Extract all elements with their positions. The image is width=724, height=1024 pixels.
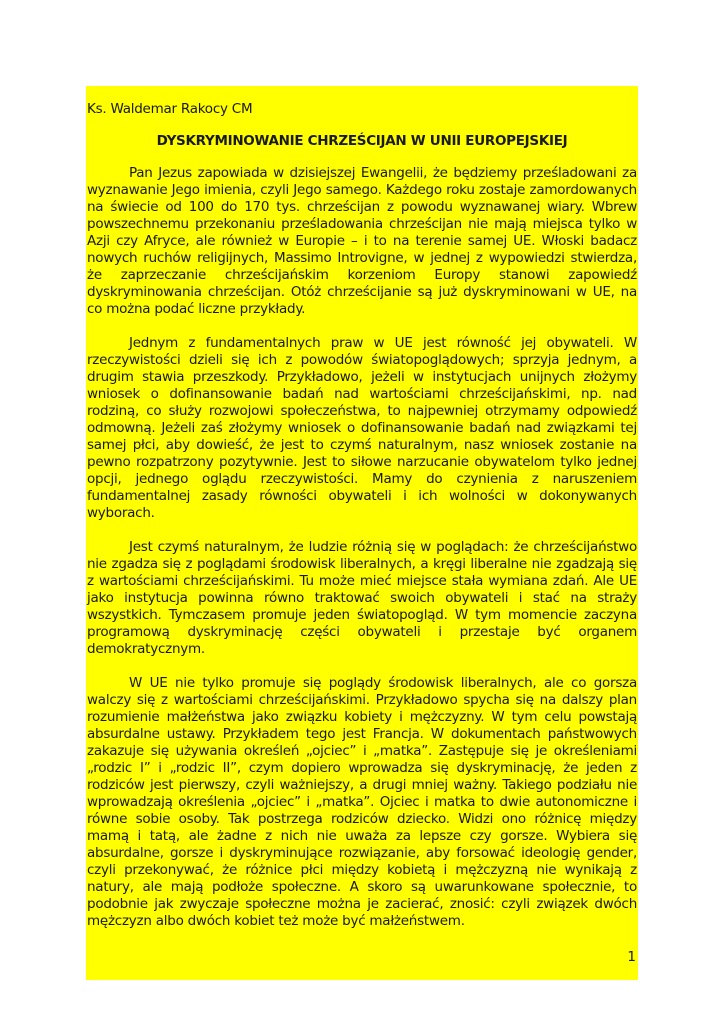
- document-page: [86, 86, 638, 980]
- document-body: [87, 101, 637, 947]
- author-line: Ks. Waldemar Rakocy CM: [87, 101, 253, 117]
- page-number: 1: [627, 949, 636, 965]
- document-title: DYSKRYMINOWANIE CHRZEŚCIJAN W UNII EUROPEJSKIEJ: [156, 133, 568, 149]
- paragraph-4: W UE nie tylko promuje się poglądy środowisk liberalnych, ale co gorsza walczy się z wartościami chrześcijańskimi. Przykładowo spycha się na dalszy plan rozumienie małżeństwa jako związku kobiety i mężczyzny. W tym celu powstają absurdalne ustawy. Przykładem tego jest Francja. W dokumentach państwowych zakazuje się używania określeń „ojciec” i „matka”. Zastępuje się je określeniami „rodzic I” i „rodzic II”, czym dopiero wprowadza się dyskryminację, że jeden z rodziców jest pierwszy, czyli ważniejszy, a drugi mniej ważny. Takiego podziału nie wprowadzają określenia „ojciec” i „matka”. Ojciec i matka to dwie autonomiczne i równe sobie osoby. Tak postrzega rodziców dziecko. Widzi ono różnicę między mamą i tatą, ale żadne z nich nie uważa za lepsze czy gorsze. Wybiera się absurdalne, gorsze i dyskryminujące rozwiązanie, aby forsować ideologię gender, czyli przekonywać, że różnice płci między kobietą i mężczyzną nie wynikają z natury, ale mają podłoże społeczne. A skoro są uwarunkowane społecznie, to podobnie jak zwyczaje społeczne można je zacierać, znosić: czyli związek dwóch mężczyzn albo dwóch kobiet też może być małżeństwem.: [87, 675, 637, 929]
- paragraph-2: Jednym z fundamentalnych praw w UE jest równość jej obywateli. W rzeczywistości dzieli się ich z powodów światopoglądowych; sprzyja jednym, a drugim stawia przeszkody. Przykładowo, jeżeli w instytucjach unijnych złożymy wniosek o dofinansowanie badań nad wartościami chrześcijańskimi, np. nad rodziną, co służy rozwojowi społeczeństwa, to najpewniej otrzymamy odpowiedź odmowną. Jeżeli zaś złożymy wniosek o dofinansowanie badań nad związkami tej samej płci, aby dowieść, że jest to czymś naturalnym, nasz wniosek zostanie na pewno rozpatrzony pozytywnie. Jest to siłowe narzucanie obywatelom tylko jednej opcji, jednego oglądu rzeczywistości. Mamy do czynienia z naruszeniem fundamentalnej zasady równości obywateli i ich wolności w dokonywanych wyborach.: [87, 335, 637, 521]
- paragraph-3: Jest czymś naturalnym, że ludzie różnią się w poglądach: że chrześcijaństwo nie zgadza się z poglądami środowisk liberalnych, a kręgi liberalne nie zgadzają się z wartościami chrześcijańskimi. Tu może mieć miejsce stała wymiana zdań. Ale UE jako instytucja powinna równo traktować swoich obywateli i stać na straży wszystkich. Tymczasem promuje jeden światopogląd. W tym momencie zaczyna programową dyskryminację części obywateli i przestaje być organem demokratycznym.: [87, 539, 637, 657]
- paragraph-1: Pan Jezus zapowiada w dzisiejszej Ewangelii, że będziemy prześladowani za wyznawanie Jego imienia, czyli Jego samego. Każdego roku zostaje zamordowanych na świecie od 100 do 170 tys. chrześcijan z powodu wyznawanej wiary. Wbrew powszechnemu przekonaniu prześladowania chrześcijan nie mają miejsca tylko w Azji czy Afryce, ale również w Europie – i to na terenie samej UE. Włoski badacz nowych ruchów religijnych, Massimo Introvigne, w jednej z wypowiedzi stwierdza, że zaprzeczanie chrześcijańskim korzeniom Europy stanowi zapowiedź dyskryminowania chrześcijan. Otóż chrześcijanie są już dyskryminowani w UE, na co można podać liczne przykłady.: [87, 165, 637, 317]
